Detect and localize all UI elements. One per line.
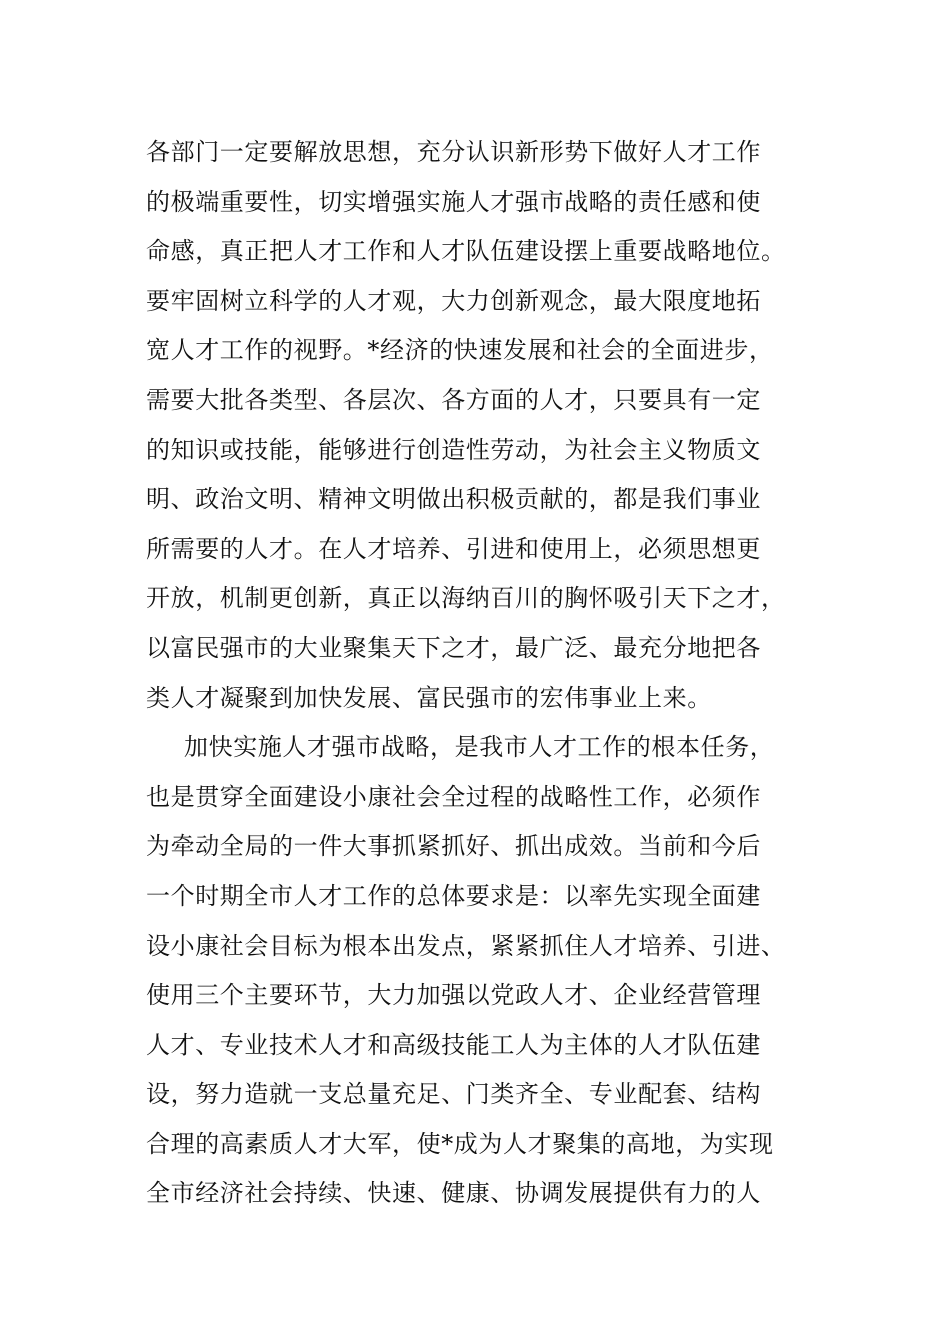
text-line: 人才、专业技术人才和高级技能工人为主体的人才队伍建 xyxy=(146,1030,761,1059)
text-line: 为牵动全局的一件大事抓紧抓好、抓出成效。当前和今后 xyxy=(146,832,761,861)
paragraph-start-line: 加快实施人才强市战略，是我市人才工作的根本任务， xyxy=(184,733,775,762)
text-line: 的知识或技能，能够进行创造性劳动，为社会主义物质文 xyxy=(146,435,761,464)
text-line: 设小康社会目标为根本出发点，紧紧抓住人才培养、引进、 xyxy=(146,931,786,960)
body-text xyxy=(146,128,806,1219)
text-line: 宽人才工作的视野。*经济的快速发展和社会的全面进步， xyxy=(146,336,774,365)
text-line: 设，努力造就一支总量充足、门类齐全、专业配套、结构 xyxy=(146,1080,761,1109)
text-line: 要牢固树立科学的人才观，大力创新观念，最大限度地拓 xyxy=(146,286,761,315)
text-line: 一个时期全市人才工作的总体要求是：以率先实现全面建 xyxy=(146,881,761,910)
text-line: 明、政治文明、精神文明做出积极贡献的，都是我们事业 xyxy=(146,485,761,514)
text-line: 命感，真正把人才工作和人才队伍建设摆上重要战略地位。 xyxy=(146,237,786,266)
text-line: 类人才凝聚到加快发展、富民强市的宏伟事业上来。 xyxy=(146,683,712,712)
text-line: 需要大批各类型、各层次、各方面的人才，只要具有一定 xyxy=(146,385,761,414)
text-line: 合理的高素质人才大军，使*成为人才聚集的高地，为实现 xyxy=(146,1129,774,1158)
text-line: 全市经济社会持续、快速、健康、协调发展提供有力的人 xyxy=(146,1179,761,1208)
text-line: 各部门一定要解放思想，充分认识新形势下做好人才工作 xyxy=(146,138,761,166)
text-line: 开放，机制更创新，真正以海纳百川的胸怀吸引天下之才， xyxy=(146,584,786,613)
text-line: 也是贯穿全面建设小康社会全过程的战略性工作，必须作 xyxy=(146,782,761,811)
text-line: 所需要的人才。在人才培养、引进和使用上，必须思想更 xyxy=(146,534,761,563)
text-line: 的极端重要性，切实增强实施人才强市战略的责任感和使 xyxy=(146,187,761,216)
text-line: 使用三个主要环节，大力加强以党政人才、企业经营管理 xyxy=(146,981,761,1010)
text-line: 以富民强市的大业聚集天下之才，最广泛、最充分地把各 xyxy=(146,633,761,662)
